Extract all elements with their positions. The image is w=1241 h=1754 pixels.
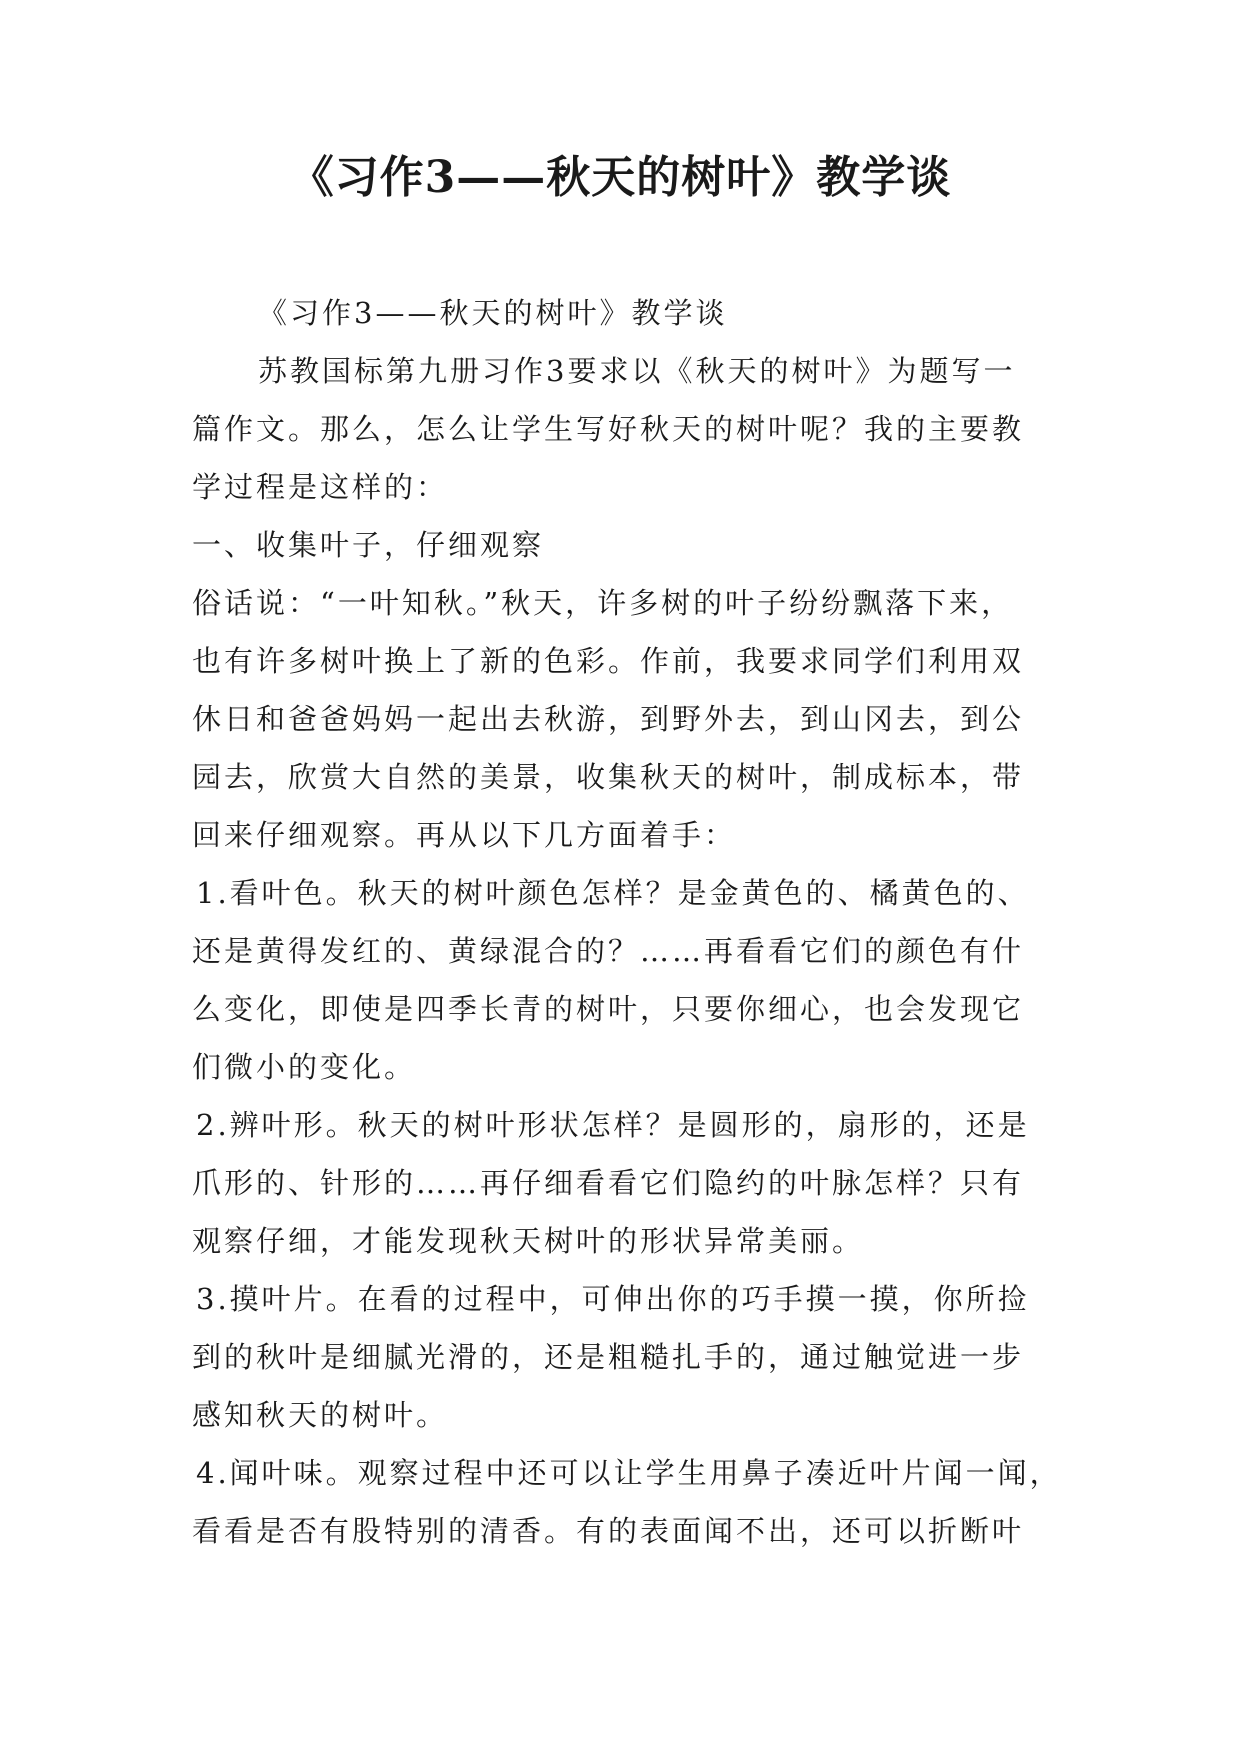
paragraph-line: 休日和爸爸妈妈一起出去秋游，到野外去，到山冈去，到公	[192, 702, 1025, 736]
paragraph-line: 到的秋叶是细腻光滑的，还是粗糙扎手的，通过触觉进一步	[192, 1340, 1025, 1374]
list-item-line: 3.摸叶片。在看的过程中，可伸出你的巧手摸一摸，你所捡	[196, 1282, 1030, 1316]
paragraph-line: 《习作3——秋天的树叶》教学谈	[258, 296, 728, 330]
paragraph-line: 么变化，即使是四季长青的树叶，只要你细心，也会发现它	[192, 992, 1025, 1026]
document-title: 《习作3——秋天的树叶》教学谈	[289, 152, 952, 203]
paragraph-line: 爪形的、针形的……再仔细看看它们隐约的叶脉怎样？只有	[192, 1166, 1025, 1200]
paragraph-line: 感知秋天的树叶。	[192, 1398, 449, 1432]
section-heading: 一、收集叶子，仔细观察	[192, 528, 545, 562]
paragraph-line: 看看是否有股特别的清香。有的表面闻不出，还可以折断叶	[192, 1514, 1025, 1548]
list-item-line: 1.看叶色。秋天的树叶颜色怎样？是金黄色的、橘黄色的、	[196, 876, 1030, 910]
list-item-line: 2.辨叶形。秋天的树叶形状怎样？是圆形的，扇形的，还是	[196, 1108, 1030, 1142]
paragraph-line: 还是黄得发红的、黄绿混合的？……再看看它们的颜色有什	[192, 934, 1025, 968]
paragraph-line: 苏教国标第九册习作3要求以《秋天的树叶》为题写一	[258, 354, 1016, 388]
paragraph-line: 们微小的变化。	[192, 1050, 417, 1084]
paragraph-line: 观察仔细，才能发现秋天树叶的形状异常美丽。	[192, 1224, 865, 1258]
document-body	[192, 284, 1062, 1560]
paragraph-line: 俗话说：“一叶知秋。”秋天，许多树的叶子纷纷飘落下来，	[192, 586, 1014, 620]
paragraph-line: 也有许多树叶换上了新的色彩。作前，我要求同学们利用双	[192, 644, 1025, 678]
list-item-line: 4.闻叶味。观察过程中还可以让学生用鼻子凑近叶片闻一闻，	[196, 1456, 1062, 1490]
paragraph-line: 回来仔细观察。再从以下几方面着手：	[192, 818, 737, 852]
paragraph-line: 学过程是这样的：	[192, 470, 449, 504]
paragraph-line: 园去，欣赏大自然的美景，收集秋天的树叶，制成标本，带	[192, 760, 1025, 794]
paragraph-line: 篇作文。那么，怎么让学生写好秋天的树叶呢？我的主要教	[192, 412, 1025, 446]
